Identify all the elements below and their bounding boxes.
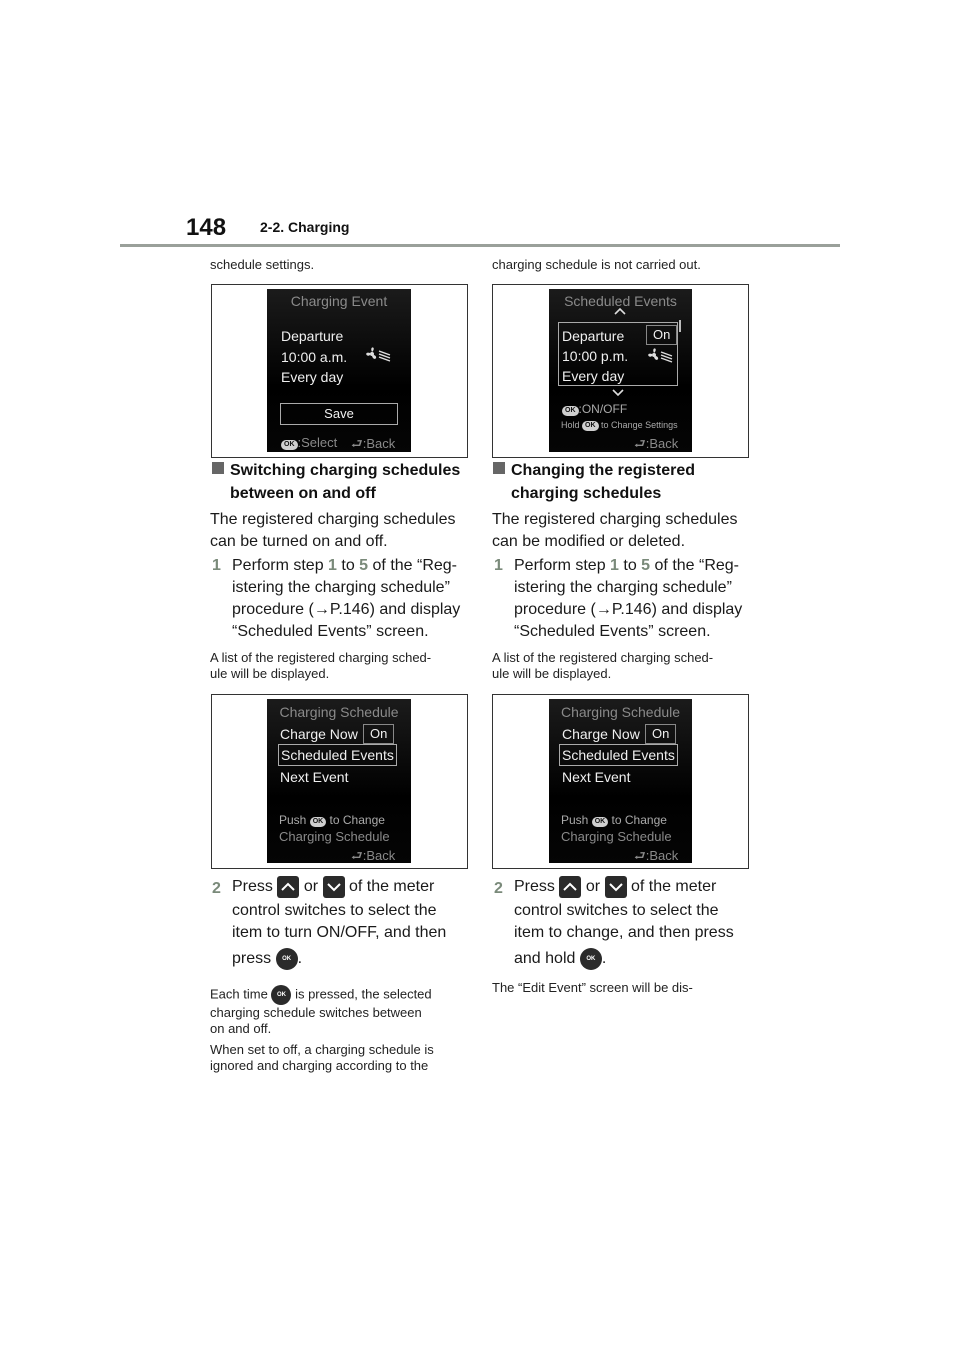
push-text: to Change	[329, 813, 385, 827]
step-text: Perform step	[232, 557, 329, 574]
left-step2-line1	[232, 876, 434, 898]
right-heading-line1: Changing the registered	[511, 462, 696, 479]
departure-label: Departure	[281, 328, 344, 344]
screen-title: Charging Event	[290, 293, 388, 309]
section-bullet-icon	[493, 462, 505, 474]
back-hint	[351, 435, 395, 457]
departure-time: 10:00 a.m.	[281, 349, 348, 365]
step-text: to	[618, 557, 642, 574]
step-ref-5: 5	[641, 557, 651, 574]
back-arrow-icon: ⮐	[634, 848, 646, 863]
departure-repeat: Every day	[562, 368, 625, 384]
right-step2-number: 2	[494, 880, 503, 897]
right-note1-line1: A list of the registered charging sched-	[492, 650, 714, 665]
right-step2-line2: control switches to select the	[514, 902, 719, 919]
right-heading	[493, 460, 695, 482]
onoff-hint-text: :ON/OFF	[578, 402, 628, 416]
note-text: is pressed, the selected	[295, 986, 432, 1002]
save-button[interactable]	[280, 403, 398, 425]
ok-button-icon: OK	[562, 406, 579, 416]
scheduled-events-label: Scheduled Events	[281, 747, 394, 763]
scheduled-events-item[interactable]	[559, 744, 678, 766]
note-text: Each time	[210, 986, 268, 1002]
down-arrow-button-icon	[323, 876, 345, 898]
scheduled-events-screen	[549, 289, 692, 452]
select-hint-text: :Select	[297, 435, 338, 450]
step-text: Press	[232, 878, 273, 896]
right-step1-line1	[514, 555, 739, 577]
push-hint	[279, 813, 385, 827]
ok-button-icon: OK	[580, 948, 602, 970]
left-step2-number: 2	[212, 880, 221, 897]
hold-text: Hold	[561, 420, 580, 430]
right-step1-line2: istering the charging schedule”	[514, 579, 732, 596]
right-step2-line3: item to change, and then press	[514, 924, 734, 941]
next-event-item[interactable]: Next Event	[562, 769, 631, 785]
right-step1-line4: “Scheduled Events” screen.	[514, 623, 711, 640]
chevron-down-icon	[611, 388, 625, 396]
left-heading-line1: Switching charging schedules	[230, 462, 461, 479]
charge-now-state: On	[363, 724, 394, 744]
left-step2-line3: item to turn ON/OFF, and then	[232, 924, 447, 941]
climate-fan-icon	[647, 346, 673, 364]
departure-label: Departure	[562, 328, 625, 344]
step-ref-1: 1	[610, 557, 619, 574]
left-step2-line4	[232, 948, 302, 970]
down-arrow-button-icon	[605, 876, 627, 898]
left-note2-line1	[210, 985, 432, 1005]
right-heading-line2: charging schedules	[511, 485, 662, 502]
right-intro-line1: The registered charging schedules	[492, 511, 738, 528]
scheduled-events-label: Scheduled Events	[562, 747, 675, 763]
step-text: Press	[514, 878, 555, 896]
charge-now-item[interactable]: Charge Now	[280, 726, 358, 742]
charging-event-screen	[267, 289, 411, 452]
departure-repeat: Every day	[281, 369, 344, 385]
hold-text: to Change Settings	[601, 420, 678, 430]
departure-time: 10:00 p.m.	[562, 348, 629, 364]
step-text: of the “Reg-	[368, 557, 458, 574]
left-step2-line2: control switches to select the	[232, 902, 437, 919]
step-text: to	[336, 557, 360, 574]
right-step2-line1	[514, 876, 716, 898]
ok-button-icon: OK	[592, 817, 609, 827]
right-note2-line1: The “Edit Event” screen will be dis-	[492, 980, 693, 995]
ok-button-icon: OK	[310, 817, 327, 827]
screen-title: Charging Schedule	[560, 704, 681, 720]
left-step1-number: 1	[212, 557, 221, 574]
section-bullet-icon	[212, 462, 224, 474]
step-text: press	[232, 950, 272, 968]
scrollbar[interactable]	[679, 320, 681, 332]
step-text: of the meter	[348, 878, 435, 896]
ok-button-icon: OK	[271, 985, 291, 1005]
save-label: Save	[324, 406, 354, 421]
left-heading-line2: between on and off	[230, 485, 376, 502]
right-lead-text: charging schedule is not carried out.	[492, 257, 701, 272]
scheduled-events-item[interactable]	[278, 744, 397, 766]
right-note1-line2: ule will be displayed.	[492, 666, 612, 681]
push-text: to Change	[611, 813, 667, 827]
push-hint-line2: Charging Schedule	[279, 829, 390, 844]
step-text: of the meter	[630, 878, 717, 896]
left-step1-line1	[232, 555, 457, 577]
screen-title: Scheduled Events	[564, 293, 677, 309]
charging-schedule-screen	[549, 699, 692, 863]
next-event-item[interactable]: Next Event	[280, 769, 349, 785]
back-hint-text: :Back	[645, 848, 679, 863]
left-heading	[212, 460, 460, 482]
screen-title: Charging Schedule	[279, 704, 399, 720]
step-ref-5: 5	[359, 557, 369, 574]
right-step2-line4	[514, 948, 606, 970]
left-note1-line2: ule will be displayed.	[210, 666, 330, 681]
back-hint	[634, 847, 678, 869]
back-hint-text: :Back	[645, 436, 679, 451]
ok-button-icon: OK	[281, 440, 298, 450]
step-text: Perform step	[514, 557, 611, 574]
back-hint	[351, 847, 395, 869]
event-state: On	[646, 325, 677, 345]
select-hint	[281, 435, 337, 450]
push-hint	[561, 813, 667, 827]
page-number: 148	[186, 214, 227, 241]
back-arrow-icon: ⮐	[634, 436, 646, 451]
left-step1-line3[interactable]: procedure (→P.146) and display	[232, 601, 461, 618]
section-title: 2-2. Charging	[260, 219, 350, 235]
step-text: .	[601, 950, 607, 968]
charging-schedule-screen	[267, 699, 411, 863]
step-text: of the “Reg-	[650, 557, 740, 574]
step-text: or	[303, 878, 319, 896]
onoff-hint	[562, 402, 627, 416]
left-note1-line1: A list of the registered charging sched-	[210, 650, 432, 665]
right-step1-line3[interactable]: procedure (→P.146) and display	[514, 601, 743, 618]
left-note3-line2: ignored and charging according to the	[210, 1058, 429, 1073]
left-lead-text: schedule settings.	[210, 257, 315, 272]
hold-hint	[561, 420, 678, 431]
right-step1-number: 1	[494, 557, 503, 574]
left-step1-line4: “Scheduled Events” screen.	[232, 623, 429, 640]
ok-button-icon: OK	[582, 421, 599, 431]
left-note2-line2: charging schedule switches between	[210, 1005, 422, 1020]
back-hint	[634, 435, 678, 457]
back-arrow-icon: ⮐	[351, 848, 363, 863]
back-hint-text: :Back	[362, 436, 396, 451]
left-step1-line2: istering the charging schedule”	[232, 579, 450, 596]
up-arrow-button-icon	[559, 876, 581, 898]
back-hint-text: :Back	[362, 848, 396, 863]
step-text: and hold	[514, 950, 576, 968]
charge-now-state: On	[645, 724, 676, 744]
push-text: Push	[279, 813, 307, 827]
charge-now-item[interactable]: Charge Now	[562, 726, 640, 742]
ok-button-icon: OK	[276, 948, 298, 970]
push-hint-line2: Charging Schedule	[561, 829, 672, 844]
right-intro-line2: can be modified or deleted.	[492, 533, 686, 550]
header-rule	[120, 244, 840, 247]
step-text: .	[297, 950, 303, 968]
left-note3-line1: When set to off, a charging schedule is	[210, 1042, 434, 1057]
left-intro-line2: can be turned on and off.	[210, 533, 388, 550]
step-ref-1: 1	[328, 557, 337, 574]
step-text: or	[585, 878, 601, 896]
back-arrow-icon: ⮐	[351, 436, 363, 451]
push-text: Push	[561, 813, 589, 827]
left-intro-line1: The registered charging schedules	[210, 511, 456, 528]
chevron-up-icon	[613, 307, 627, 315]
left-note2-line3: on and off.	[210, 1021, 272, 1036]
climate-fan-icon	[365, 345, 391, 363]
up-arrow-button-icon	[277, 876, 299, 898]
